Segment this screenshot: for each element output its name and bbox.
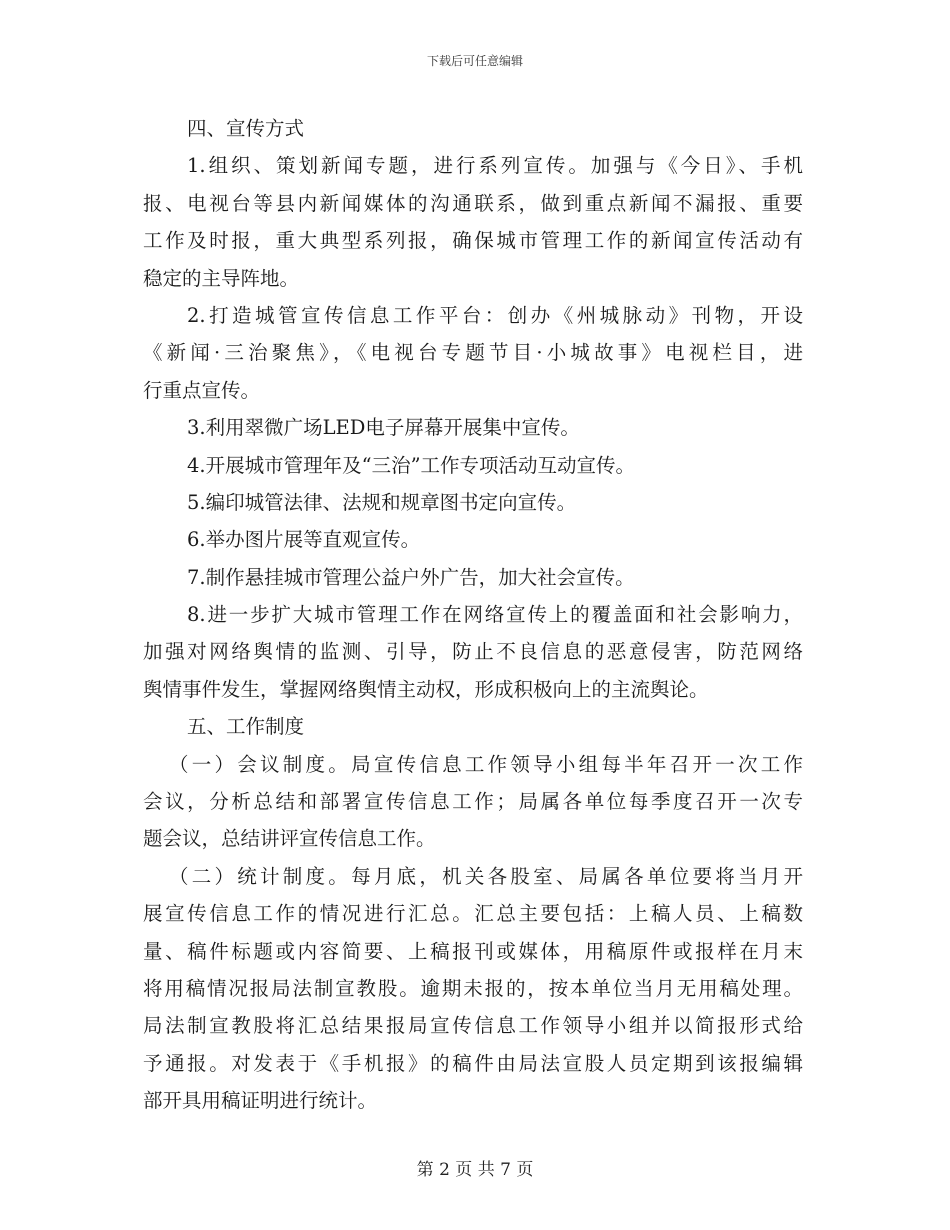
paragraph-line: 5.编印城管法律、法规和规章图书定向宣传。: [187, 490, 577, 514]
paragraph-line: 量、稿件标题或内容简要、上稿报刊或媒体，用稿原件或报样在月末: [143, 939, 803, 963]
paragraph-line: 工作及时报，重大典型系列报，确保城市管理工作的新闻宣传活动有: [143, 229, 803, 253]
page-header: 下载后可任意编辑: [426, 54, 523, 68]
paragraph-line: （一）会议制度。局宣传信息工作领导小组每半年召开一次工作: [169, 752, 803, 776]
section-heading-publicity-methods: 四、宣传方式: [187, 117, 305, 140]
paragraph-line: 稳定的主导阵地。: [143, 266, 300, 290]
paragraph-line: 6.举办图片展等直观宣传。: [187, 528, 421, 552]
section-heading-work-system: 五、工作制度: [187, 715, 305, 739]
paragraph-line: 2.打造城管宣传信息工作平台：创办《州城脉动》刊物，开设: [187, 303, 803, 327]
paragraph-line: 《新闻·三治聚焦》，《电视台专题节目·小城故事》电视栏目，进: [143, 341, 803, 365]
paragraph-line: 局法制宣教股将汇总结果报局宣传信息工作领导小组并以简报形式给: [143, 1014, 803, 1038]
paragraph-line: 予通报。对发表于《手机报》的稿件由局法宣股人员定期到该报编辑: [143, 1051, 803, 1075]
paragraph-line: 舆情事件发生，掌握网络舆情主动权，形成积极向上的主流舆论。: [143, 677, 709, 701]
page-number-footer: 第 2 页 共 7 页: [416, 1160, 534, 1180]
paragraph-line: 会议，分析总结和部署宣传信息工作；局属各单位每季度召开一次专: [143, 790, 803, 814]
paragraph-line: 题会议，总结讲评宣传信息工作。: [143, 827, 436, 851]
paragraph-line: 报、电视台等县内新闻媒体的沟通联系，做到重点新闻不漏报、重要: [143, 191, 803, 215]
paragraph-line: 7.制作悬挂城市管理公益户外广告，加大社会宣传。: [187, 565, 635, 589]
paragraph-line: 行重点宣传。: [143, 378, 261, 402]
paragraph-line: 8.进一步扩大城市管理工作在网络宣传上的覆盖面和社会影响力，: [187, 603, 803, 627]
paragraph-line: 将用稿情况报局法制宣教股。逾期未报的，按本单位当月无用稿处理。: [143, 976, 803, 1000]
paragraph-line: 4.开展城市管理年及“三治”工作专项活动互动宣传。: [187, 453, 636, 477]
paragraph-line: 加强对网络舆情的监测、引导，防止不良信息的恶意侵害，防范网络: [143, 640, 803, 664]
document-body: [143, 110, 803, 1120]
paragraph-line: 展宣传信息工作的情况进行汇总。汇总主要包括：上稿人员、上稿数: [143, 902, 803, 926]
paragraph-line: 1.组织、策划新闻专题，进行系列宣传。加强与《今日》、手机: [187, 154, 803, 178]
paragraph-line: 3.利用翠微广场LED电子屏幕开展集中宣传。: [187, 416, 580, 440]
paragraph-line: 部开具用稿证明进行统计。: [143, 1089, 378, 1113]
paragraph-line: （二）统计制度。每月底，机关各股室、局属各单位要将当月开: [169, 864, 803, 888]
